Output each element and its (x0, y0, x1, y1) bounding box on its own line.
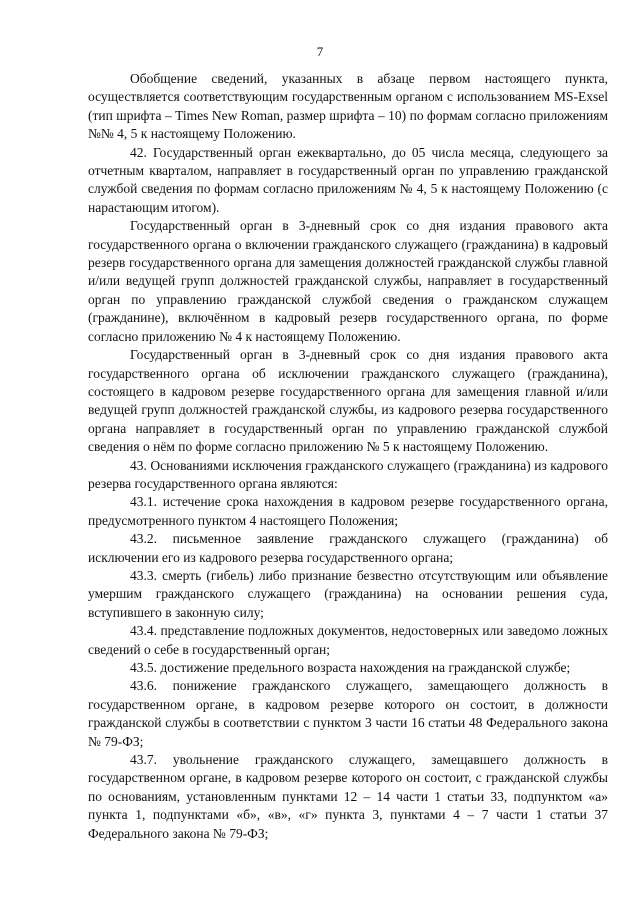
paragraph: 43.4. представление подложных документов, недостоверных или заведомо ложных сведений о себе в государственный орган; (88, 623, 608, 657)
page-number: 7 (316, 44, 324, 59)
paragraph: Государственный орган в 3-дневный срок со дня издания правового акта государственного органа о включении гражданского служащего (гражданина) в кадровый резерв государственного органа для замещения должностей гражданской службы главной и/или ведущей групп должностей гражданской службы, направляет в государственный орган по управлению гражданской службой сведения о гражданском служащем (гражданине), включённом в кадровый резерв государственного органа, по форме согласно приложению № 4 к настоящему Положению. (88, 218, 608, 344)
paragraph: 43.3. смерть (гибель) либо признание безвестно отсутствующим или объявление умершим гражданского служащего (гражданина) на основании решения суда, вступившего в законную силу; (88, 567, 608, 620)
paragraph: Государственный орган в 3-дневный срок со дня издания правового акта государственного органа об исключении гражданского служащего (гражданина), состоящего в кадровом резерве государственного органа для замещения главной и/или ведущей групп должностей гражданской службы, из кадрового резерва государственного органа направляет в государственный орган по управлению гражданской службой сведения о нём по форме согласно приложению № 5 к настоящему Положению. (88, 347, 608, 455)
paragraph: 43.6. понижение гражданского служащего, замещающего должность в государственном органе, в кадровом резерве которого он состоит, в должности гражданской службы в соответствии с пунктом 3 части 16 статьи 48 Федерального закона № 79-ФЗ; (88, 678, 608, 749)
document-body (88, 70, 608, 843)
paragraph: 43.5. достижение предельного возраста нахождения на гражданской службе; (130, 660, 571, 675)
paragraph: 43. Основаниями исключения гражданского служащего (гражданина) из кадрового резерва государственного органа являются: (88, 457, 608, 491)
paragraph: 42. Государственный орган ежеквартально, до 05 числа месяца, следующего за отчетным кварталом, направляет в государственный орган по управлению гражданской службой сведения по формам согласно приложениям № 4, 5 к настоящему Положению (с нарастающим итогом). (88, 144, 608, 215)
paragraph: 43.1. истечение срока нахождения в кадровом резерве государственного органа, предусмотренного пунктом 4 настоящего Положения; (88, 494, 608, 528)
paragraph: Обобщение сведений, указанных в абзаце первом настоящего пункта, осуществляется соответствующим государственным органом с использованием MS-Exsel (тип шрифта – Times New Roman, размер шрифта – 10) по формам согласно приложениям №№ 4, 5 к настоящему Положению. (88, 71, 608, 142)
paragraph: 43.7. увольнение гражданского служащего, замещавшего должность в государственном органе, в кадровом резерве которого он состоит, с гражданской службы по основаниям, установленным пунктами 12 – 14 части 1 статьи 33, подпунктом «а» пункта 1, подпунктами «б», «в», «г» пункта 3, пунктами 4 – 7 части 1 статьи 37 Федерального закона № 79-ФЗ; (88, 752, 608, 841)
paragraph: 43.2. письменное заявление гражданского служащего (гражданина) об исключении его из кадрового резерва государственного органа; (88, 531, 608, 565)
